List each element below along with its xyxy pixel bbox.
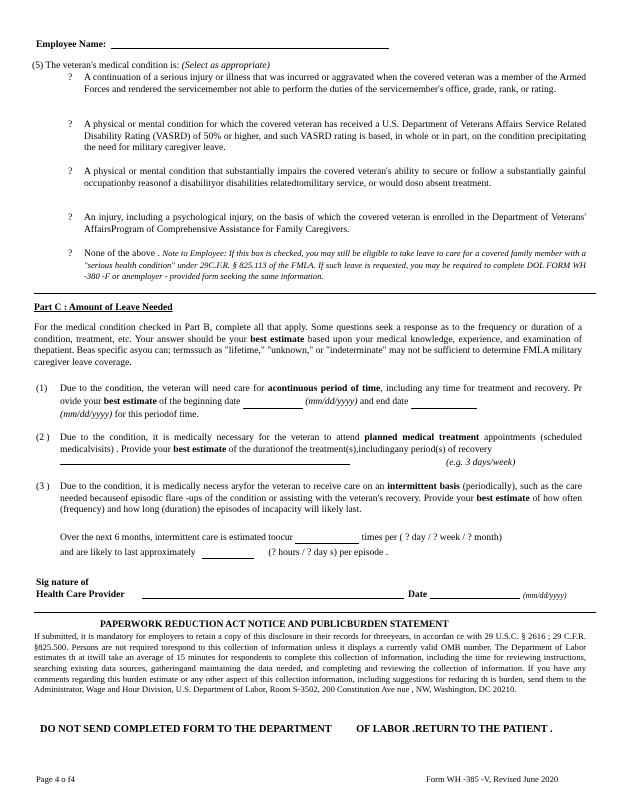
return-warning bbox=[40, 724, 553, 736]
q3-frequency-field[interactable] bbox=[295, 534, 359, 544]
q3-bold: intermittent basis bbox=[387, 481, 460, 492]
q3-week-checkbox[interactable]: ? bbox=[433, 532, 438, 543]
employee-name-label: Employee Name: bbox=[36, 39, 107, 50]
q1-begin-date-field[interactable] bbox=[243, 399, 303, 409]
checkbox-option2[interactable]: ? bbox=[68, 119, 73, 130]
q3-days-label: day s) per episode . bbox=[313, 547, 389, 558]
q3-a: Due to the condition, it is medically necess aryfor the veteran to receive care on an bbox=[60, 481, 385, 492]
option2-text: A physical or mental condition for which the covered veteran has received a U.S. Department of Veterans Affairs Service Related Disability Rating (VASRD) of 50% or higher, and such VASRD rating is based, in whole or in part, on the condition precipitating the need for military caregiver leave. bbox=[84, 119, 586, 153]
q3-paren: ( bbox=[268, 547, 272, 558]
notice-body: If submitted, it is mandatory for employers to retain a copy of this disclosure in their records for threeyears, in accordan ce with 29 U.S.C. § 2616 ; 29 C.F.R. §825.500. Persons are not required torespond to this collection of information unless it displays a currently valid OMB number. The Department of Labor estimates th at itwill take an average of 15 minutes for respondents to complete this collection of information, including the time for reviewing instructions, searching existing data sources, gatheringand maintaining the data needed, and completing and reviewing the collection of information. If you have any comments regarding this burden estimate or any other aspect of this collection information, including suggestions for reducing th is burden, send them to the Administrator, Wage and Hour Division, U.S. Department of Labor, Room S-3502, 200 Constitution Ave nue , NW, Washington, DC 20210. bbox=[34, 631, 586, 695]
q3-c: of how often (frequency) and how long (duration) the episodes of incapacity will likely last. bbox=[60, 492, 582, 515]
q3-best: best bbox=[476, 492, 493, 504]
q1-end-format: (mm/dd/yyyy) bbox=[60, 408, 113, 420]
q3-b: (periodically), such as the care needed becauseof episodic flare -ups of the condition or assisting with the veteran's recovery. Provide your bbox=[60, 481, 582, 504]
option5-note: Note to Employee: If this box is checked, you may still be eligible to take leave to care for a covered family member with a "serious health condition" under 29C.F.R. § 825.113 of the FMLA. If such leave is requested, you may be required to complete DOL FORM WH -380 -F or anemployer - provided form seeking the same information. bbox=[84, 248, 586, 281]
part-c-title: Part C : Amount of Leave Needed bbox=[34, 302, 173, 313]
q1-d: and end date bbox=[359, 395, 409, 407]
option-none bbox=[68, 248, 586, 283]
signature-label-2: Health Care Provider bbox=[36, 589, 125, 600]
q2-number: (2 ) bbox=[36, 432, 50, 443]
divider-top bbox=[34, 293, 596, 294]
q2-example: (e.g. 3 days/week) bbox=[446, 457, 516, 468]
return-warning-b: OF LABOR .RETURN TO THE PATIENT . bbox=[356, 724, 553, 735]
page-number: Page 4 o f4 bbox=[36, 774, 75, 784]
q1-best: best estimate bbox=[103, 395, 157, 407]
checkbox-option4[interactable]: ? bbox=[68, 212, 73, 223]
q2-bold: planned medical treatment bbox=[364, 432, 480, 443]
notice-title: PAPERWORK REDUCTION ACT NOTICE AND PUBLICBURDEN STATEMENT bbox=[100, 619, 449, 630]
q1-number: (1) bbox=[36, 383, 48, 394]
option-armed-forces bbox=[68, 72, 586, 95]
part-c-intro bbox=[34, 322, 582, 368]
q3-frequency-label: Over the next 6 months, intermittent care is estimated toocur bbox=[60, 532, 293, 543]
checkbox-option3[interactable]: ? bbox=[68, 166, 73, 177]
q3-month-label: month) bbox=[474, 532, 502, 543]
q1-bold: acontinuous period of time bbox=[267, 383, 381, 394]
checkbox-option5[interactable]: ? bbox=[68, 248, 73, 259]
q3-best-2: estimate bbox=[495, 492, 530, 504]
q3-text bbox=[60, 481, 582, 516]
q3-frequency-line bbox=[60, 532, 585, 544]
option3-text: A physical or mental condition that substantially impairs the covered veteran's ability to secure or follow a substantially gainful occupationby reasonof a disabilityor disabilities relatedtomilitary service, or would doso absent treatment. bbox=[84, 166, 586, 189]
form-number: Form WH -385 -V, Revised June 2020 bbox=[426, 774, 559, 784]
q2-b: appointments (scheduled medicalvisits) . Provide your bbox=[60, 432, 582, 455]
section5-text: The veteran's medical condition is: bbox=[45, 60, 180, 71]
option-impairs-occupation bbox=[68, 166, 586, 189]
option-caregiver-program bbox=[68, 212, 586, 235]
checkbox-option1[interactable]: ? bbox=[68, 72, 73, 83]
part-c-intro-b: based upon your medical knowledge, experience, and examination of thepatient. Beas specific asyou can; termssuch as "lifetime," "unknown," or "indeterminate" may not be sufficient to determine FMLA military caregiver leave coverage. bbox=[34, 333, 582, 368]
q3-day-label: day / bbox=[411, 532, 431, 543]
q3-month-checkbox[interactable]: ? bbox=[467, 532, 472, 543]
q3-hours-label: hours / bbox=[278, 547, 305, 558]
q2-a: Due to the condition, it is medically necessary for the veteran to attend bbox=[60, 432, 360, 443]
part-c-intro-best: best estimate bbox=[250, 333, 305, 345]
q3-duration-label: and are likely to last approximately bbox=[60, 547, 196, 558]
option1-text: A continuation of a serious injury or illness that was incurred or aggravated when the covered veteran was a member of the Armed Forces and rendered the servicemember not able to perform the duties of the servicemember's office, grade, rank, or rating. bbox=[84, 72, 586, 95]
q3-duration-line bbox=[60, 547, 585, 559]
signature-label-1: Sig nature of bbox=[36, 577, 89, 588]
q1-end-date-field[interactable] bbox=[411, 399, 477, 409]
q2-best: best estimate bbox=[173, 443, 227, 455]
q1-c: of the beginning date bbox=[159, 395, 241, 407]
q3-day-checkbox[interactable]: ? bbox=[405, 532, 410, 543]
option-vasrd bbox=[68, 119, 586, 154]
section5-hint: (Select as appropriate) bbox=[181, 60, 270, 71]
signature-field[interactable] bbox=[142, 598, 404, 599]
option5-lead: None of the above . bbox=[84, 248, 160, 259]
q3-days-checkbox[interactable]: ? bbox=[307, 547, 312, 558]
date-label: Date bbox=[408, 589, 428, 600]
q1-text bbox=[60, 383, 582, 422]
q3-duration-field[interactable] bbox=[202, 549, 254, 559]
q3-week-label: week / bbox=[439, 532, 466, 543]
q1-b: , including any time for treatment and recovery. Pr ovide your bbox=[60, 383, 582, 407]
date-field[interactable] bbox=[430, 598, 520, 599]
return-warning-a: DO NOT SEND COMPLETED FORM TO THE DEPARTMENT bbox=[40, 724, 332, 735]
q1-e: for this periodof time. bbox=[114, 408, 199, 420]
divider-bottom bbox=[34, 612, 596, 613]
date-format: (mm/dd/yyyy) bbox=[523, 591, 567, 600]
q3-times-per: times per ( bbox=[361, 532, 403, 543]
q1-begin-format: (mm/dd/yyyy) bbox=[305, 395, 358, 407]
option4-text: An injury, including a psychological injury, on the basis of which the covered veteran is enrolled in the Department of Veterans' AffairsProgram of Comprehensive Assistance for Family Caregivers. bbox=[84, 212, 586, 235]
q3-hours-checkbox[interactable]: ? bbox=[271, 547, 276, 558]
q2-text bbox=[60, 432, 582, 455]
section5-number: (5) bbox=[32, 60, 44, 71]
section5-intro bbox=[32, 60, 270, 72]
employee-name-field[interactable] bbox=[111, 48, 389, 49]
q2-c: of the durationof the treatment(s),includingany period(s) of recovery bbox=[228, 443, 492, 455]
part-c-intro-a: For the medical condition checked in Part B, complete all that apply. Some questions seek a response as to the frequency or duration of a condition, treatment, etc. Your answer should be your bbox=[34, 322, 582, 345]
q3-number: (3 ) bbox=[36, 481, 50, 492]
q2-duration-field[interactable] bbox=[60, 464, 350, 465]
q1-a: Due to the condition, the veteran will need care for bbox=[60, 383, 265, 394]
